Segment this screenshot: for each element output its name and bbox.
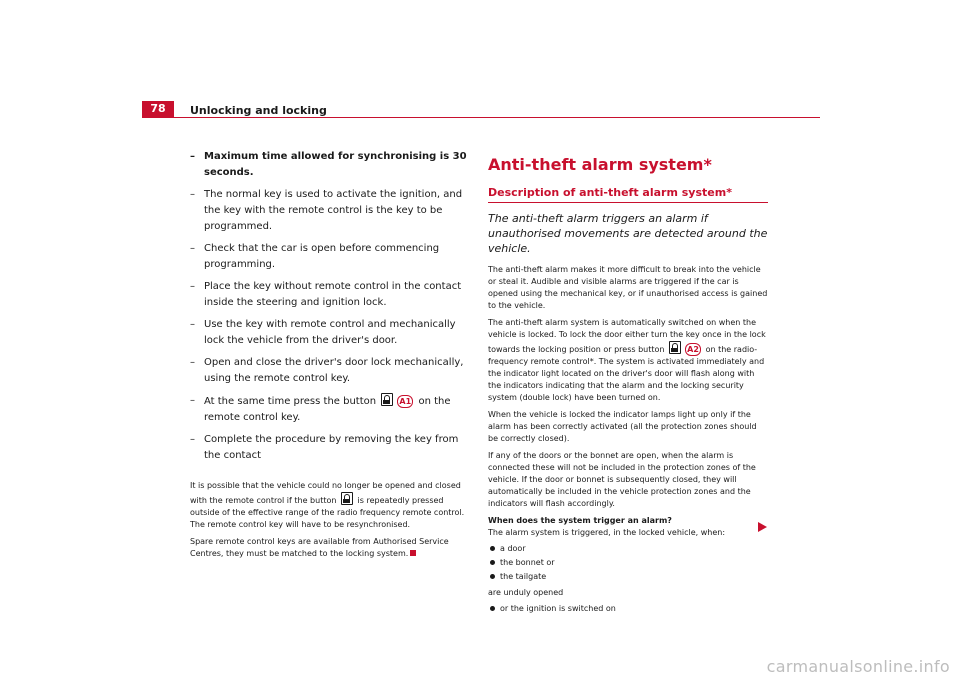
paragraph-2-text-before: The anti-theft alarm system is automatically switched on when the vehicle is locked. To lock the door either turn the key once in the lock towards the locking position or press button bbox=[488, 318, 766, 354]
question-heading: When does the system trigger an alarm? bbox=[488, 516, 672, 525]
page-title: Unlocking and locking bbox=[190, 104, 327, 117]
step-3: – Check that the car is open before commencing programming. bbox=[190, 241, 468, 273]
note-2-text: Spare remote control keys are available from Authorised Service Centres, they must be matched to the locking system. bbox=[190, 537, 449, 558]
continue-arrow-icon bbox=[758, 522, 767, 532]
intro-text: The anti-theft alarm triggers an alarm if unauthorised movements are detected around the vehicle. bbox=[488, 212, 768, 255]
paragraph-3: When the vehicle is locked the indicator lamps light up only if the alarm has been correctly activated (all the protection zones should be correctly closed). bbox=[488, 410, 757, 443]
bullet-list-2 bbox=[488, 602, 768, 616]
left-column bbox=[190, 149, 468, 565]
subsection-title: Description of anti-theft alarm system* bbox=[488, 186, 732, 199]
step-1: – Maximum time allowed for synchronising is 30 seconds. bbox=[190, 149, 468, 181]
bullet-item: the tailgate bbox=[488, 570, 768, 584]
step-7-text-after: on the remote control key. bbox=[204, 396, 451, 423]
page-number: 78 bbox=[142, 101, 174, 117]
question-intro: The alarm system is triggered, in the locked vehicle, when: bbox=[488, 528, 726, 537]
step-2: – The normal key is used to activate the ignition, and the key with the remote control is the key to be programmed. bbox=[190, 187, 468, 235]
note-paragraph-1 bbox=[190, 480, 468, 531]
note-paragraph-2 bbox=[190, 536, 468, 560]
callout-a2: A2 bbox=[685, 343, 701, 356]
section-title: Anti-theft alarm system* bbox=[488, 155, 712, 174]
step-6: – Open and close the driver's door lock mechanically, using the remote control key. bbox=[190, 355, 468, 387]
body-text bbox=[488, 264, 768, 616]
bullet-item: the bonnet or bbox=[488, 556, 768, 570]
step-5: – Use the key with remote control and mechanically lock the vehicle from the driver's door. bbox=[190, 317, 468, 349]
step-7 bbox=[190, 393, 468, 426]
paragraph-2-text-after: on the radio-frequency remote control*. The system is activated immediately and the indicator light located on the driver's door will flash along with the indicators indicating that the alarm and the locking security system (double lock) have been turned on. bbox=[488, 345, 765, 402]
note-block bbox=[190, 480, 468, 560]
note-1-text-after: is repeatedly pressed outside of the effective range of the radio frequency remote control. The remote control key will have to be resynchronised. bbox=[190, 496, 465, 529]
paragraph-2 bbox=[488, 317, 768, 404]
watermark: carmanualsonline.info bbox=[766, 657, 950, 676]
unlock-key-icon bbox=[341, 492, 353, 505]
paragraph-4: If any of the doors or the bonnet are open, when the alarm is connected these will not be included in the protection zones of the vehicle. If the door or bonnet is subsequently closed, they will automatically be included in the vehicle protection zones and the indicators will flash accordingly. bbox=[488, 451, 756, 508]
step-7-text-before: At the same time press the button bbox=[204, 396, 377, 407]
callout-a1: A1 bbox=[397, 395, 413, 408]
end-of-section-icon bbox=[410, 550, 416, 556]
header-rule bbox=[142, 117, 820, 118]
paragraph-1: The anti-theft alarm makes it more difficult to break into the vehicle or steal it. Audible and visible alarms are triggered if the car is opened using the mechanical key, or if unauthorised access is gained to the vehicle. bbox=[488, 265, 768, 310]
bullet-item: or the ignition is switched on bbox=[488, 602, 768, 616]
step-8: – Complete the procedure by removing the key from the contact bbox=[190, 432, 468, 464]
after-bullets-text: are unduly opened bbox=[488, 588, 564, 597]
unlock-key-icon bbox=[381, 393, 393, 406]
lock-key-icon bbox=[669, 341, 681, 354]
bullet-list-1 bbox=[488, 542, 768, 584]
step-4: – Place the key without remote control in the contact inside the steering and ignition lock. bbox=[190, 279, 468, 311]
note-1-text-before: It is possible that the vehicle could no longer be opened and closed with the remote control if the button bbox=[190, 481, 461, 505]
bullet-item: a door bbox=[488, 542, 768, 556]
right-column bbox=[488, 149, 768, 619]
subsection-rule bbox=[488, 202, 768, 203]
procedure-steps bbox=[190, 149, 468, 464]
